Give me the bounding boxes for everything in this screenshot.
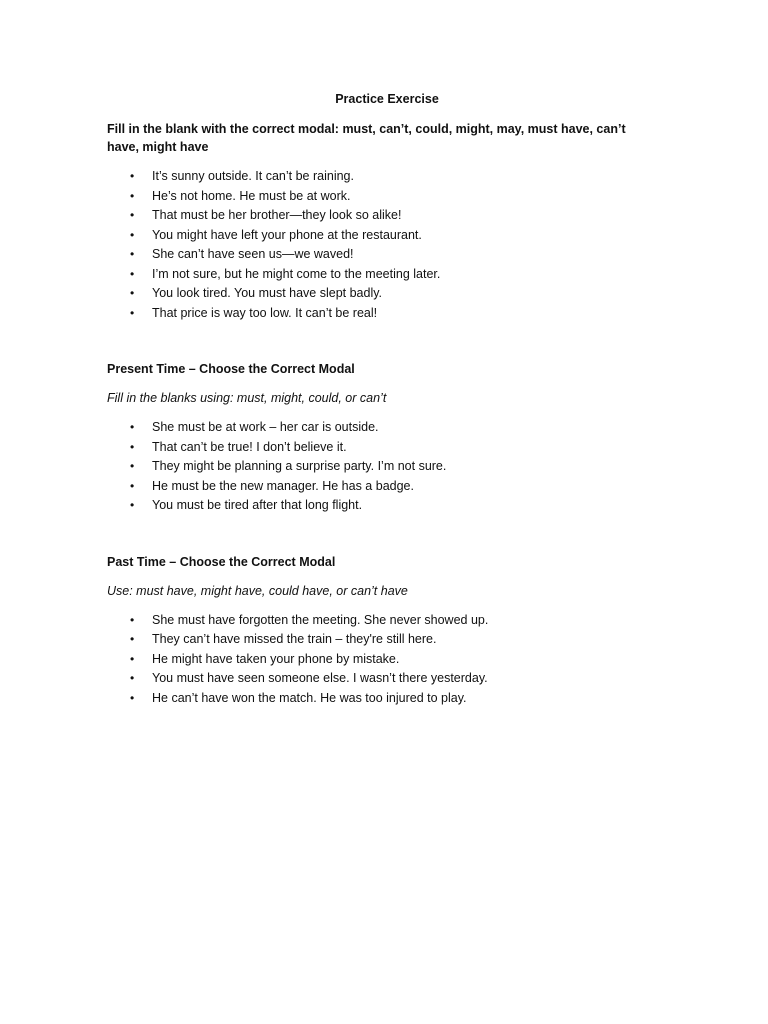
list-item	[107, 304, 667, 324]
bullet-icon: •	[130, 169, 135, 183]
list-item	[107, 284, 667, 304]
present-list	[107, 418, 667, 516]
bullet-icon: •	[130, 612, 135, 627]
list-item	[107, 418, 667, 438]
list-item-text: They might be planning a surprise party. I’m not sure.	[152, 459, 447, 473]
list-item-text: You must be tired after that long flight.	[152, 498, 363, 512]
list-item-text: It’s sunny outside. It can’t be raining.	[152, 169, 354, 183]
bullet-icon: •	[130, 498, 135, 512]
bullet-icon: •	[130, 208, 135, 222]
list-item-text: They can’t have missed the train – they're still here.	[152, 632, 437, 646]
list-item-text: He can’t have won the match. He was too injured to play.	[152, 690, 467, 705]
list-item-text: She must be at work – her car is outside.	[152, 420, 379, 434]
list-item-text: He might have taken your phone by mistake.	[152, 651, 400, 666]
list-item	[107, 669, 667, 689]
bullet-icon: •	[130, 266, 135, 281]
list-item-text: He must be the new manager. He has a badge.	[152, 478, 414, 493]
list-item-text: He’s not home. He must be at work.	[152, 188, 351, 203]
bullet-icon: •	[130, 671, 135, 685]
list-item	[107, 689, 667, 709]
list-item	[107, 438, 667, 458]
list-item	[107, 245, 667, 265]
list-item	[107, 265, 667, 285]
section-spacer	[107, 516, 667, 553]
list-item-text: You look tired. You must have slept badly.	[152, 286, 383, 300]
list-item	[107, 226, 667, 246]
list-item-text: I’m not sure, but he might come to the meeting later.	[152, 266, 441, 281]
bullet-icon: •	[130, 188, 135, 203]
section-spacer	[107, 323, 667, 360]
list-item	[107, 457, 667, 477]
present-section-heading: Present Time – Choose the Correct Modal	[107, 362, 355, 376]
list-item-text: She must have forgotten the meeting. She never showed up.	[152, 612, 489, 627]
bullet-icon: •	[130, 227, 135, 242]
list-item	[107, 650, 667, 670]
list-item	[107, 187, 667, 207]
past-section-heading: Past Time – Choose the Correct Modal	[107, 554, 336, 569]
list-item-text: That price is way too low. It can’t be real!	[152, 305, 378, 320]
bullet-icon: •	[130, 420, 135, 434]
page-title: Practice Exercise	[335, 92, 439, 106]
document-body	[107, 90, 667, 708]
bullet-icon: •	[130, 690, 135, 705]
list-item-text: You might have left your phone at the restaurant.	[152, 227, 422, 242]
bullet-icon: •	[130, 286, 135, 300]
bullet-icon: •	[130, 247, 135, 261]
list-item	[107, 630, 667, 650]
past-section-instruction: Use: must have, might have, could have, or can’t have	[107, 583, 408, 598]
bullet-icon: •	[130, 478, 135, 493]
present-section-instruction: Fill in the blanks using: must, might, could, or can’t	[107, 391, 387, 405]
bullet-icon: •	[130, 632, 135, 646]
list-item	[107, 206, 667, 226]
list-item	[107, 167, 667, 187]
list-item-text: That must be her brother—they look so alike!	[152, 208, 402, 222]
bullet-icon: •	[130, 439, 135, 454]
list-item	[107, 496, 667, 516]
practice-instruction: Fill in the blank with the correct modal: must, can’t, could, might, may, must have, can’t have, might have	[107, 122, 626, 154]
bullet-icon: •	[130, 305, 135, 320]
bullet-icon: •	[130, 459, 135, 473]
list-item-text: She can’t have seen us—we waved!	[152, 247, 354, 261]
list-item	[107, 611, 667, 631]
practice-list	[107, 167, 667, 323]
list-item-text: That can’t be true! I don’t believe it.	[152, 439, 347, 454]
bullet-icon: •	[130, 651, 135, 666]
list-item	[107, 477, 667, 497]
past-list	[107, 611, 667, 709]
list-item-text: You must have seen someone else. I wasn’t there yesterday.	[152, 671, 488, 685]
